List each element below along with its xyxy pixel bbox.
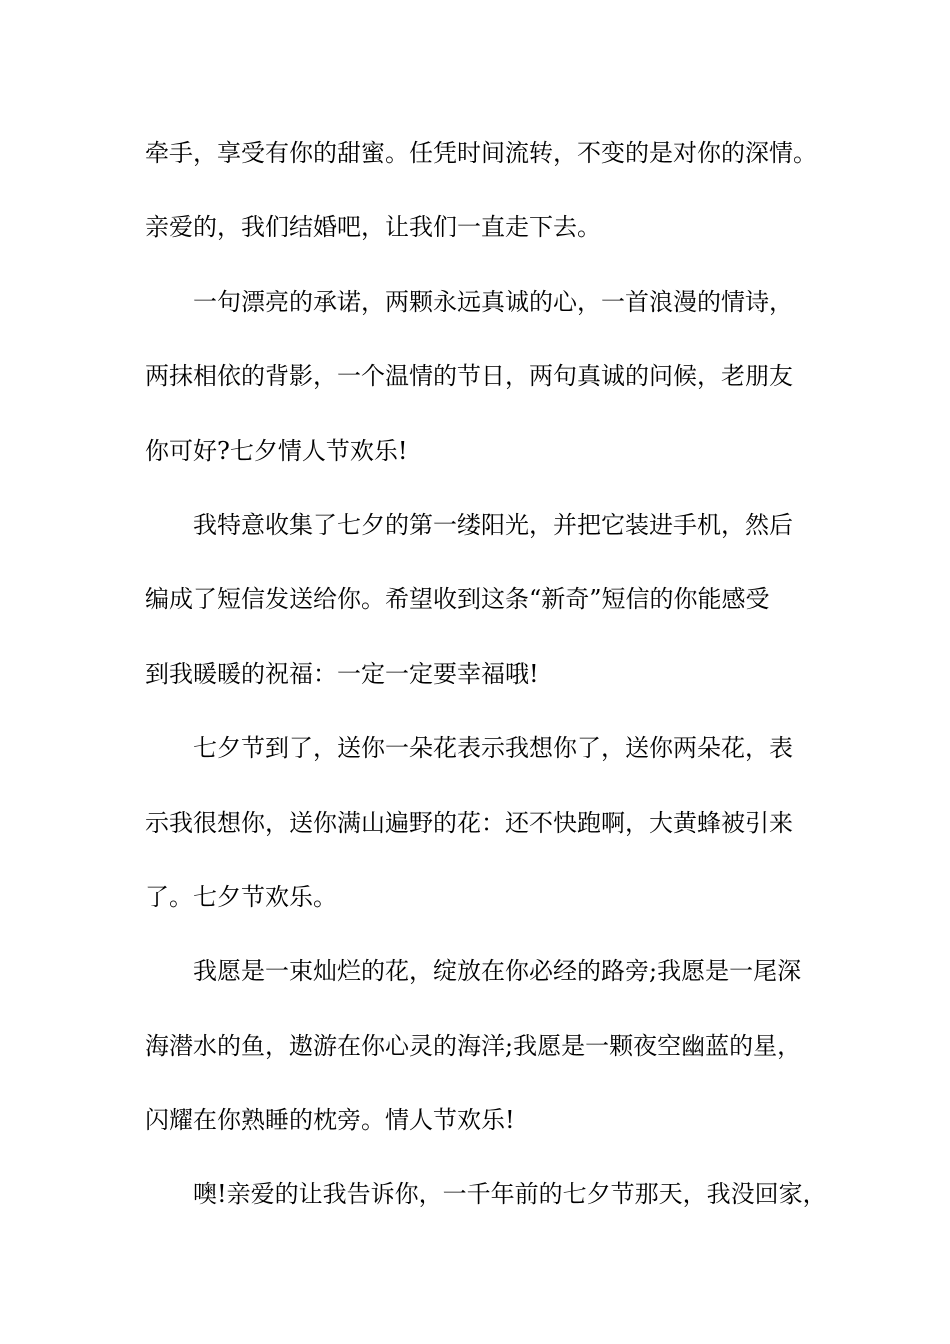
text-line: 我特意收集了七夕的第一缕阳光，并把它装进手机，然后 xyxy=(193,510,793,539)
text-line: 牵手，享受有你的甜蜜。任凭时间流转，不变的是对你的深情。 xyxy=(145,139,817,167)
text-line: 一句漂亮的承诺，两颗永远真诚的心，一首浪漫的情诗， xyxy=(193,287,793,316)
text-line: 两抹相依的背影，一个温情的节日，两句真诚的问候，老朋友 xyxy=(145,362,793,391)
text-line: 海潜水的鱼，遨游在你心灵的海洋;我愿是一颗夜空幽蓝的星， xyxy=(145,1031,802,1060)
text-line: 你可好?七夕情人节欢乐! xyxy=(145,436,408,465)
text-line: 我愿是一束灿烂的花，绽放在你必经的路旁;我愿是一尾深 xyxy=(193,957,802,986)
text-line: 到我暖暖的祝福：一定一定要幸福哦! xyxy=(145,659,539,688)
text-line: 了。七夕节欢乐。 xyxy=(145,882,337,911)
text-line: 噢!亲爱的让我告诉你，一千年前的七夕节那天，我没回家， xyxy=(193,1180,827,1209)
body-text xyxy=(145,127,835,1243)
text-line: 七夕节到了，送你一朵花表示我想你了，送你两朵花，表 xyxy=(193,734,793,763)
text-line: 编成了短信发送给你。希望收到这条“新奇”短信的你能感受 xyxy=(145,585,770,614)
text-line: 闪耀在你熟睡的枕旁。情人节欢乐! xyxy=(145,1106,515,1135)
text-line: 示我很想你，送你满山遍野的花：还不快跑啊，大黄蜂被引来 xyxy=(145,808,793,837)
text-line: 亲爱的，我们结婚吧，让我们一直走下去。 xyxy=(145,213,601,242)
